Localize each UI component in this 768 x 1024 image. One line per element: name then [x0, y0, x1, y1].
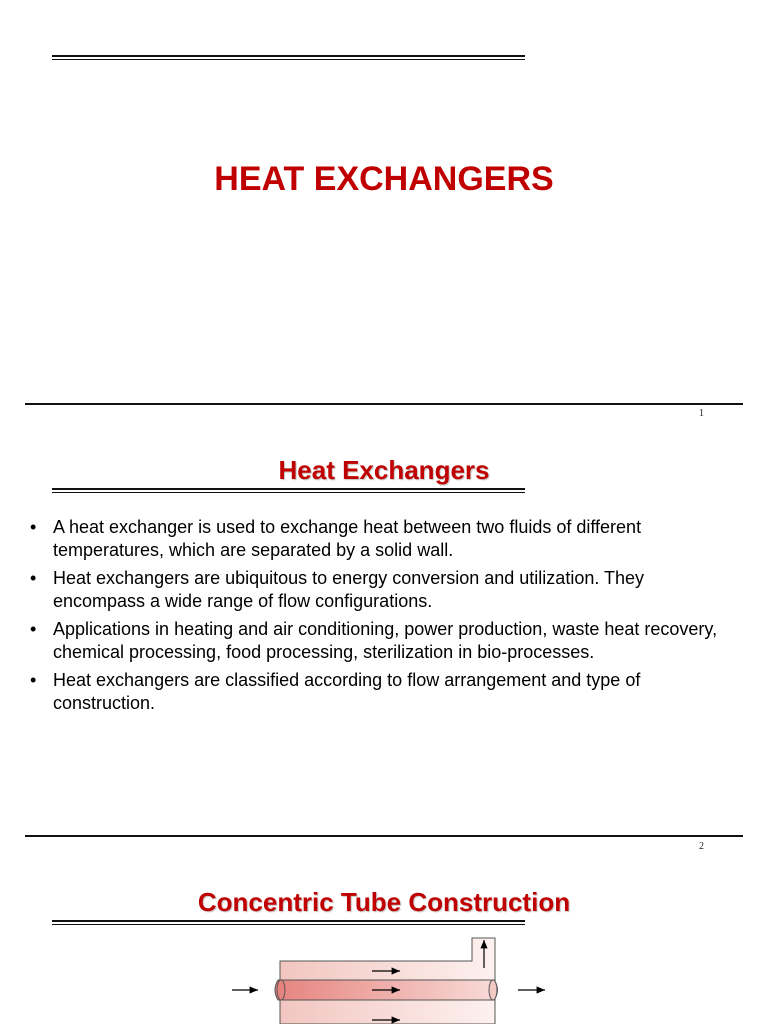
inner-tube-right-end — [489, 980, 497, 1000]
slide-title: Heat Exchangers — [278, 455, 490, 485]
list-item — [28, 618, 738, 664]
page-separator — [25, 835, 743, 837]
title-double-rule — [52, 55, 525, 60]
bullet-icon: • — [30, 517, 37, 537]
bullet-icon: • — [30, 568, 37, 588]
list-item — [28, 669, 738, 715]
page-number: 2 — [699, 841, 704, 852]
list-item — [28, 516, 738, 562]
bullet-list — [28, 516, 738, 720]
page-number: 1 — [699, 408, 704, 419]
bullet-text: Heat exchangers are ubiquitous to energy conversion and utilization. They encompass a wide range of flow configurations. — [53, 568, 645, 611]
title-double-rule — [52, 488, 525, 493]
title-double-rule — [52, 920, 525, 925]
inner-tube-left-end — [277, 980, 285, 1000]
concentric-tube-diagram — [0, 930, 768, 1024]
page-separator — [25, 403, 743, 405]
bullet-icon: • — [30, 670, 37, 690]
bullet-icon: • — [30, 619, 37, 639]
bullet-text: A heat exchanger is used to exchange heat between two fluids of different temperatures, which are separated by a solid wall. — [53, 517, 642, 560]
list-item — [28, 567, 738, 613]
bullet-text: Heat exchangers are classified according to flow arrangement and type of construction. — [53, 670, 641, 713]
slide-title: Concentric Tube Construction — [197, 887, 571, 917]
bullet-text: Applications in heating and air conditioning, power production, waste heat recovery, chemical processing, food processing, sterilization in bio-processes. — [53, 619, 718, 662]
page-title: HEAT EXCHANGERS — [214, 160, 554, 198]
